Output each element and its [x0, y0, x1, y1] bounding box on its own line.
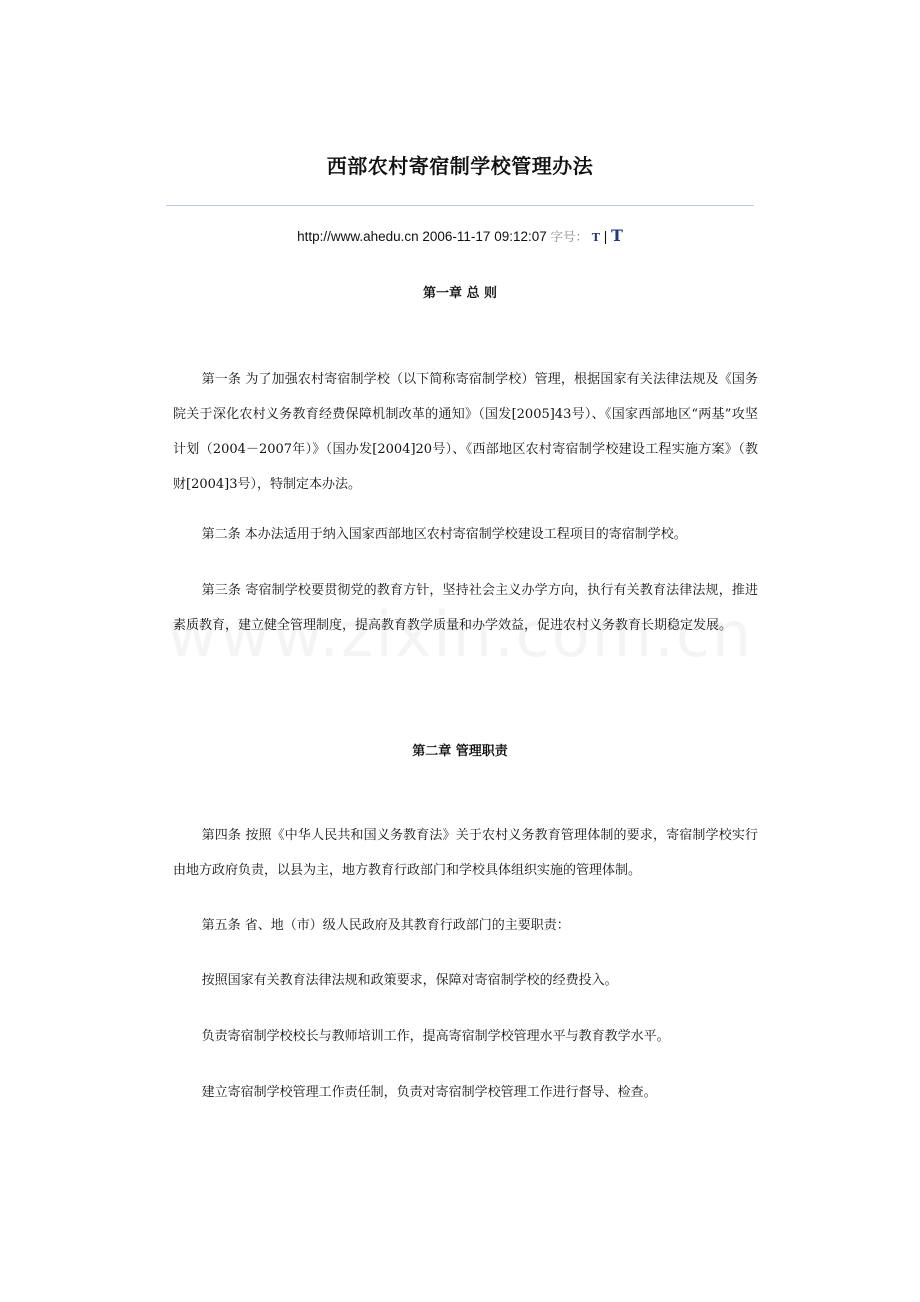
title-divider [166, 205, 754, 206]
source-date: http://www.ahedu.cn 2006-11-17 09:12:07 [297, 229, 547, 244]
font-small-button[interactable]: T [591, 231, 600, 244]
duty-item-2: 负责寄宿制学校校长与教师培训工作，提高寄宿制学校管理水平与教育教学水平。 [201, 1029, 670, 1044]
font-separator: | [603, 229, 608, 244]
font-size-label: 字号： [550, 229, 589, 244]
duty-item-3: 建立寄宿制学校管理工作责任制，负责对寄宿制学校管理工作进行督导、检查。 [201, 1085, 657, 1100]
article-5: 第五条 省、地（市）级人民政府及其教育行政部门的主要职责： [201, 918, 570, 933]
article-4: 第四条 按照《中华人民共和国义务教育法》关于农村义务教育管理体制的要求，寄宿制学校实行由地方政府负责，以县为主，地方教育行政部门和学校具体组织实施的管理体制。 [173, 828, 758, 878]
font-large-button[interactable]: T [611, 226, 623, 245]
document-meta [0, 226, 920, 245]
duty-item-1: 按照国家有关教育法律法规和政策要求，保障对寄宿制学校的经费投入。 [201, 973, 618, 988]
article-3: 第三条 寄宿制学校要贯彻党的教育方针，坚持社会主义办学方向，执行有关教育法律法规，推进素质教育，建立健全管理制度，提高教育教学质量和办学效益，促进农村义务教育长期稳定发展。 [173, 583, 758, 633]
chapter-heading-2: 第二章 管理职责 [412, 744, 508, 759]
document-title: 西部农村寄宿制学校管理办法 [326, 154, 594, 178]
article-1: 第一条 为了加强农村寄宿制学校（以下简称寄宿制学校）管理，根据国家有关法律法规及《国务院关于深化农村义务教育经费保障机制改革的通知》（国发[2005]43号）、《国家西部地区“两基”攻坚计划（2004－2007年）》（国办发[2004]20号）、《西部地区农村寄宿制学校建设工程实施方案》（教财[2004]3号），特制定本办法。 [173, 372, 758, 492]
chapter-heading-1: 第一章 总 则 [422, 286, 498, 301]
article-2: 第二条 本办法适用于纳入国家西部地区农村寄宿制学校建设工程项目的寄宿制学校。 [201, 527, 687, 542]
